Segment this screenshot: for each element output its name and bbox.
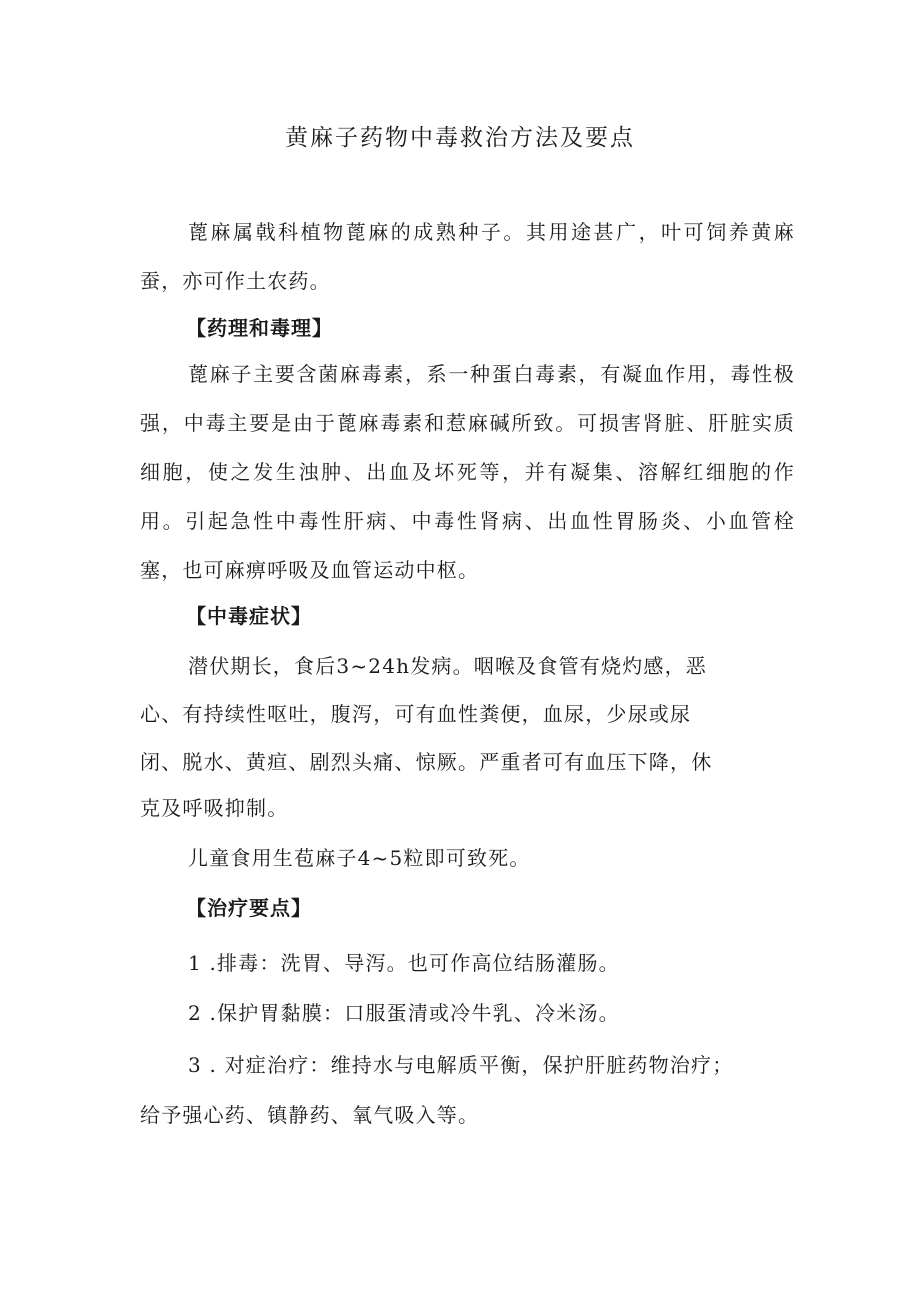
section-heading-symptoms: 【中毒症状】 bbox=[186, 604, 312, 628]
symptoms-line: 心、有持续性呕吐，腹泻，可有血性粪便，血尿，少尿或尿 bbox=[140, 702, 692, 726]
symptoms-note: 儿童食用生苞麻子4~5粒即可致死。 bbox=[188, 846, 531, 870]
intro-paragraph: 蓖麻属戟科植物蓖麻的成熟种子。其用途甚广，叶可饲养黄麻蚕，亦可作土农药。 bbox=[140, 220, 795, 293]
treatment-item: 1 .排毒：洗胃、导泻。也可作高位结肠灌肠。 bbox=[188, 951, 620, 975]
section-heading-treatment: 【治疗要点】 bbox=[186, 896, 312, 920]
section-heading-pharmacology: 【药理和毒理】 bbox=[186, 316, 333, 340]
treatment-item: 3 . 对症治疗：维持水与电解质平衡，保护肝脏药物治疗； bbox=[188, 1053, 734, 1077]
treatment-continuation: 给予强心药、镇静药、氧气吸入等。 bbox=[140, 1103, 480, 1127]
treatment-item: 2 .保护胃黏膜：口服蛋清或冷牛乳、冷米汤。 bbox=[188, 1001, 620, 1025]
document-title: 黄麻子药物中毒救治方法及要点 bbox=[285, 125, 635, 151]
pharmacology-paragraph: 蓖麻子主要含菌麻毒素，系一种蛋白毒素，有凝血作用，毒性极强，中毒主要是由于蓖麻毒素和惹麻碱所致。可损害肾脏、肝脏实质细胞，使之发生浊肿、出血及坏死等，并有凝集、溶解红细胞的作用。引起急性中毒性肝病、中毒性肾病、出血性胃肠炎、小血管栓塞，也可麻痹呼吸及血管运动中枢。 bbox=[140, 362, 795, 582]
symptoms-line: 潜伏期长，食后3~24h发病。咽喉及食管有烧灼感，恶 bbox=[188, 654, 708, 678]
symptoms-line: 闭、脱水、黄疸、剧烈头痛、惊厥。严重者可有血压下降，休 bbox=[140, 750, 713, 774]
symptoms-line: 克及呼吸抑制。 bbox=[140, 796, 289, 820]
